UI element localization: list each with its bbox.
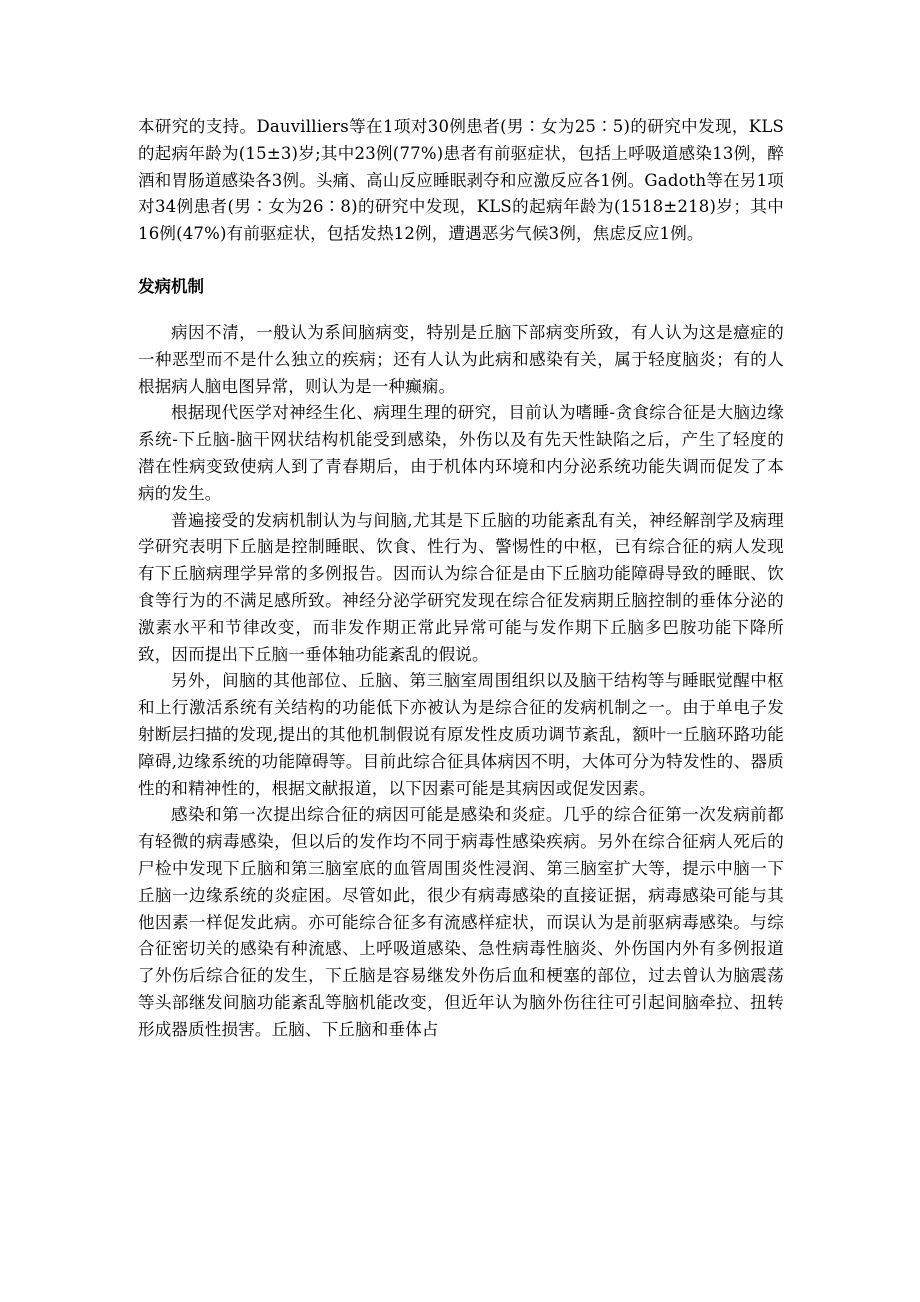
paragraph-other-mechanisms: 另外，间脑的其他部位、丘脑、第三脑室周围组织以及脑干结构等与睡眠觉醒中枢和上行激活系统有关结构的功能低下亦被认为是综合征的发病机制之一。由于单电子发射断层扫描的发现,提出的其他机制假说有原发性皮质功调节紊乱，额叶一丘脑环路功能障碍,边缘系统的功能障碍等。目前此综合征具体病因不明，大体可分为特发性的、器质性的和精神性的，根据文献报道，以下因素可能是其病因或促发因素。: [138, 671, 784, 798]
paragraph-etiology: 病因不清，一般认为系间脑病变，特别是丘脑下部病变所致，有人认为这是癔症的一种恶型而不是什么独立的疾病；还有人认为此病和感染有关，属于轻度脑炎；有的人根据病人脑电图异常，则认为是一种癫痫。: [138, 322, 784, 396]
paragraph-infection: 感染和第一次提出综合征的病因可能是感染和炎症。几乎的综合征第一次发病前都有轻微的病毒感染，但以后的发作均不同于病毒性感染疾病。另外在综合征病人死后的尸检中发现下丘脑和第三脑室底的血管周围炎性浸润、第三脑室扩大等，提示中脑一下丘脑一边缘系统的炎症困。尽管如此，很少有病毒感染的直接证据，病毒感染可能与其他因素一样促发此病。亦可能综合征多有流感样症状，而误认为是前驱病毒感染。与综合征密切关的感染有种流感、上呼吸道感染、急性病毒性脑炎、外伤国内外有多例报道了外伤后综合征的发生，下丘脑是容易继发外伤后血和梗塞的部位，过去曾认为脑震荡等头部继发间脑功能紊乱等脑机能改变，但近年认为脑外伤往往可引起间脑牵拉、扭转形成器质性损害。丘脑、下丘脑和垂体占: [138, 805, 784, 1039]
intro-paragraph: 本研究的支持。Dauvilliers等在1项对30例患者(男∶女为25∶5)的研究中发现，KLS的起病年龄为(15±3)岁;其中23例(77%)患者有前驱症状，包括上呼吸道感染13例，醉酒和胃肠道感染各3例。头痛、高山反应睡眠剥夺和应激反应各1例。Gadoth等在另1项对34例患者(男∶女为26∶8)的研究中发现，KLS的起病年龄为(1518±218)岁；其中16例(47%)有前驱症状，包括发热12例，遭遇恶劣气候3例，焦虑反应1例。: [138, 117, 784, 244]
document-page: [138, 114, 784, 1044]
section-heading: 发病机制: [138, 276, 204, 296]
paragraph-neurobiology: 根据现代医学对神经生化、病理生理的研究，目前认为嗜睡-贪食综合征是大脑边缘系统-下丘脑-脑干网状结构机能受到感染，外伤以及有先天性缺陷之后，产生了轻度的潜在性病变致使病人到了青春期后，由于机体内环境和内分泌系统功能失调而促发了本病的发生。: [138, 403, 784, 503]
paragraph-hypothalamus: 普遍接受的发病机制认为与间脑,尤其是下丘脑的功能紊乱有关，神经解剖学及病理学研究表明下丘脑是控制睡眠、饮食、性行为、警惕性的中枢，已有综合征的病人发现有下丘脑病理学异常的多例报告。因而认为综合征是由下丘脑功能障碍导致的睡眠、饮食等行为的不满足感所致。神经分泌学研究发现在综合征发病期丘脑控制的垂体分泌的激素水平和节律改变，而非发作期正常此异常可能与发作期下丘脑多巴胺功能下降所致，因而提出下丘脑一垂体轴功能紊乱的假说。: [138, 510, 784, 664]
